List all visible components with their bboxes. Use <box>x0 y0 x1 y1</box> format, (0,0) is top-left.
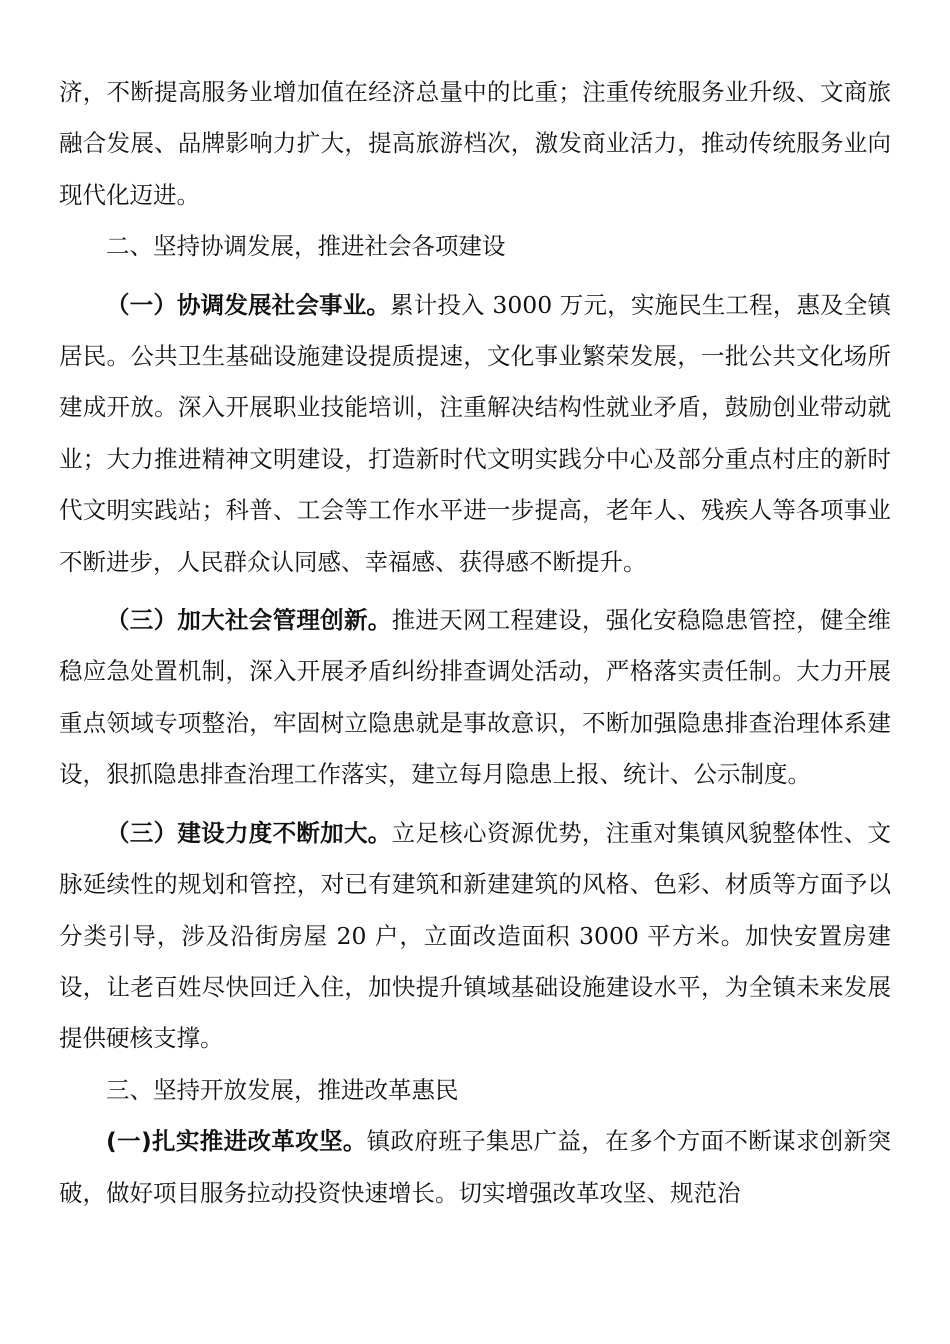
section-heading-open-development: 三、坚持开放发展，推进改革惠民 <box>106 1075 459 1104</box>
paragraph-reform <box>59 1116 891 1219</box>
paragraph-lead: （三）加大社会管理创新。 <box>106 606 392 635</box>
paragraph-lead: (一)扎实推进改革攻坚。 <box>106 1127 367 1156</box>
document-page <box>59 67 891 1219</box>
paragraph-service-economy <box>59 67 891 221</box>
paragraph-social-management <box>59 595 891 801</box>
paragraph-text: 镇政府班子集思广益，在多个方面不断谋求创新突破，做好项目服务拉动投资快速增长。切实增强改革攻坚、规范治 <box>59 1127 891 1207</box>
paragraph-lead: （三）建设力度不断加大。 <box>106 818 392 847</box>
paragraph-social-undertakings <box>59 280 891 588</box>
paragraph-lead: （一）协调发展社会事业。 <box>106 290 391 319</box>
paragraph-text: 推进天网工程建设，强化安稳隐患管控，健全维稳应急处置机制，深入开展矛盾纠纷排查调处活动，严格落实责任制。大力开展重点领域专项整治，牢固树立隐患就是事故意识，不断加强隐患排查治理体系建设，狠抓隐患排查治理工作落实，建立每月隐患上报、统计、公示制度。 <box>59 606 891 789</box>
paragraph-construction <box>59 808 891 1065</box>
paragraph-text: 济，不断提高服务业增加值在经济总量中的比重；注重传统服务业升级、文商旅融合发展、品牌影响力扩大，提高旅游档次，激发商业活力，推动传统服务业向现代化迈进。 <box>59 78 891 209</box>
paragraph-text: 立足核心资源优势，注重对集镇风貌整体性、文脉延续性的规划和管控，对已有建筑和新建建筑的风格、色彩、材质等方面予以分类引导，涉及沿街房屋 20 户，立面改造面积 3000 平方米。加快安置房建设，让老百姓尽快回迁入住，加快提升镇域基础设施建设水平，为全镇未来发展提供硬核支撑。 <box>59 818 891 1053</box>
paragraph-text: 累计投入 3000 万元，实施民生工程，惠及全镇居民。公共卫生基础设施建设提质提速，文化事业繁荣发展，一批公共文化场所建成开放。深入开展职业技能培训，注重解决结构性就业矛盾，鼓励创业带动就业；大力推进精神文明建设，打造新时代文明实践分中心及部分重点村庄的新时代文明实践站；科普、工会等工作水平进一步提高，老年人、残疾人等各项事业不断进步，人民群众认同感、幸福感、获得感不断提升。 <box>59 290 892 576</box>
section-heading-coordinated-development: 二、坚持协调发展，推进社会各项建设 <box>106 232 506 261</box>
